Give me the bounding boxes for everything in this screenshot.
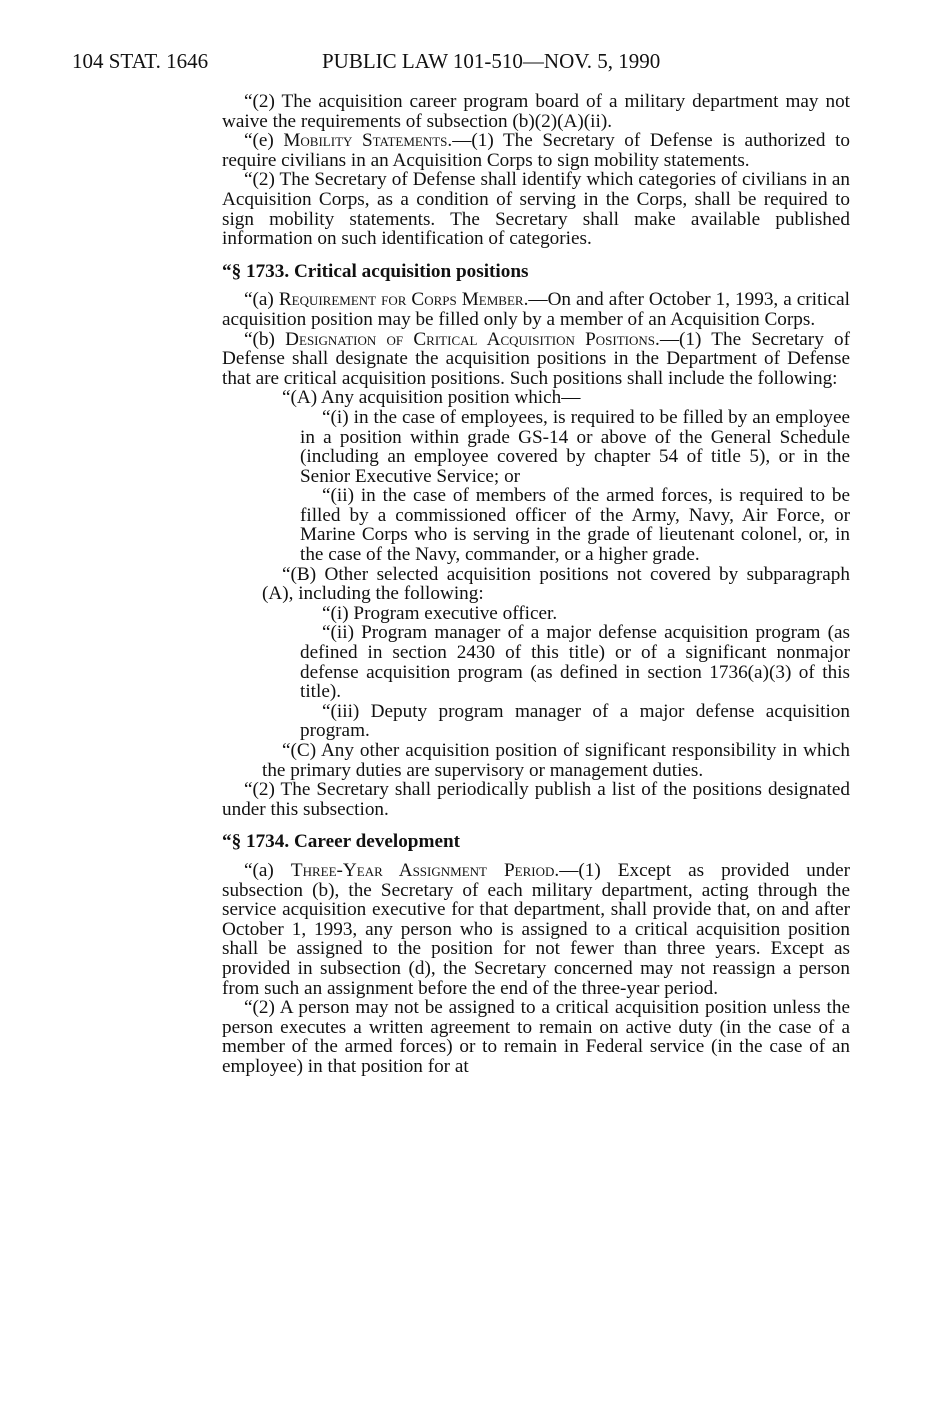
paragraph-a-2-written-agreement: “(2) A person may not be assigned to a critical acquisition position unless the person executes a written agreement to remain on active duty (in the case of a member of the armed forces) or to remain in Federal service (in the case of an employee) in that position for at bbox=[222, 997, 850, 1077]
paragraph-mobility-categories: “(2) The Secretary of Defense shall identify which categories of civilians in an Acquisition Corps, as a condition of serving in the Corps, shall be required to sign mobility statements. The Secretary shall make available published information on such identification of categories. bbox=[222, 169, 850, 250]
page-header bbox=[72, 46, 772, 76]
section-heading-1734: “§ 1734. Career development bbox=[222, 831, 461, 853]
subsection-e-mobility-statements: “(e) Mobility Statements.—(1) The Secretary of Defense is authorized to require civilians in an Acquisition Corps to sign mobility statements. bbox=[222, 130, 850, 171]
statute-body bbox=[222, 92, 850, 1077]
subsection-heading: Designation of Critical Acquisition Positions bbox=[285, 328, 656, 350]
stat-page-number: 104 STAT. 1646 bbox=[72, 49, 209, 73]
clause-B-iii: “(iii) Deputy program manager of a major defense acquisition program. bbox=[300, 700, 850, 742]
section-heading-1733: “§ 1733. Critical acquisition positions bbox=[222, 260, 529, 282]
clause-B-ii: “(ii) Program manager of a major defense acquisition program (as defined in section 2430 of this title) or of a significant nonmajor defense acquisition program (as defined in section 1736(a)(3) of this title). bbox=[300, 622, 850, 703]
subparagraph-B: “(B) Other selected acquisition positions not covered by subparagraph (A), including the following: bbox=[262, 563, 850, 605]
subsection-heading: Three-Year Assignment Period bbox=[290, 859, 555, 881]
subparagraph-A: “(A) Any acquisition position which— bbox=[282, 387, 581, 409]
subparagraph-C: “(C) Any other acquisition position of significant responsibility in which the primary duties are supervisory or management duties. bbox=[262, 740, 850, 781]
clause-B-i: “(i) Program executive officer. bbox=[322, 602, 558, 624]
subsection-b-designation: “(b) Designation of Critical Acquisition Positions.—(1) The Secretary of Defense shall designate the acquisition positions in the Department of Defense that are critical acquisition positions. Such positions shall include the following: bbox=[222, 328, 851, 389]
paragraph-b-2-publish-list: “(2) The Secretary shall periodically publish a list of the positions designated under this subsection. bbox=[222, 779, 850, 820]
paragraph-board-waiver: “(2) The acquisition career program board of a military department may not waive the requirements of subsection (b)(2)(A)(ii). bbox=[222, 91, 850, 132]
subsection-heading: Mobility Statements bbox=[283, 130, 448, 152]
subsection-a-requirement: “(a) Requirement for Corps Member.—On and after October 1, 1993, a critical acquisition position may be filled only by a member of an Acquisition Corps. bbox=[222, 289, 851, 330]
clause-A-i: “(i) in the case of employees, is required to be filled by an employee in a position within grade GS-14 or above of the General Schedule (including an employee covered by chapter 54 of title 5), or in the Senior Executive Service; or bbox=[300, 406, 850, 487]
subsection-heading: Requirement for Corps Member bbox=[278, 289, 524, 311]
subsection-a-three-year-assignment: “(a) Three-Year Assignment Period.—(1) Except as provided under subsection (b), the Secretary of each military department, acting through the service acquisition executive for that department, shall provide that, on and after October 1, 1993, any person who is assigned to a critical acquisition position shall be assigned to the position for not fewer than three years. Except as provided in subsection (d), the Secretary concerned may not reassign a person from such an assignment before the end of the three-year period. bbox=[222, 859, 850, 999]
public-law-citation: PUBLIC LAW 101-510—NOV. 5, 1990 bbox=[322, 49, 661, 73]
clause-A-ii: “(ii) in the case of members of the armed forces, is required to be filled by a commissioned officer of the Army, Navy, Air Force, or Marine Corps who is serving in the grade of lieutenant colonel, or, in the case of the Navy, commander, or a higher grade. bbox=[300, 485, 850, 566]
